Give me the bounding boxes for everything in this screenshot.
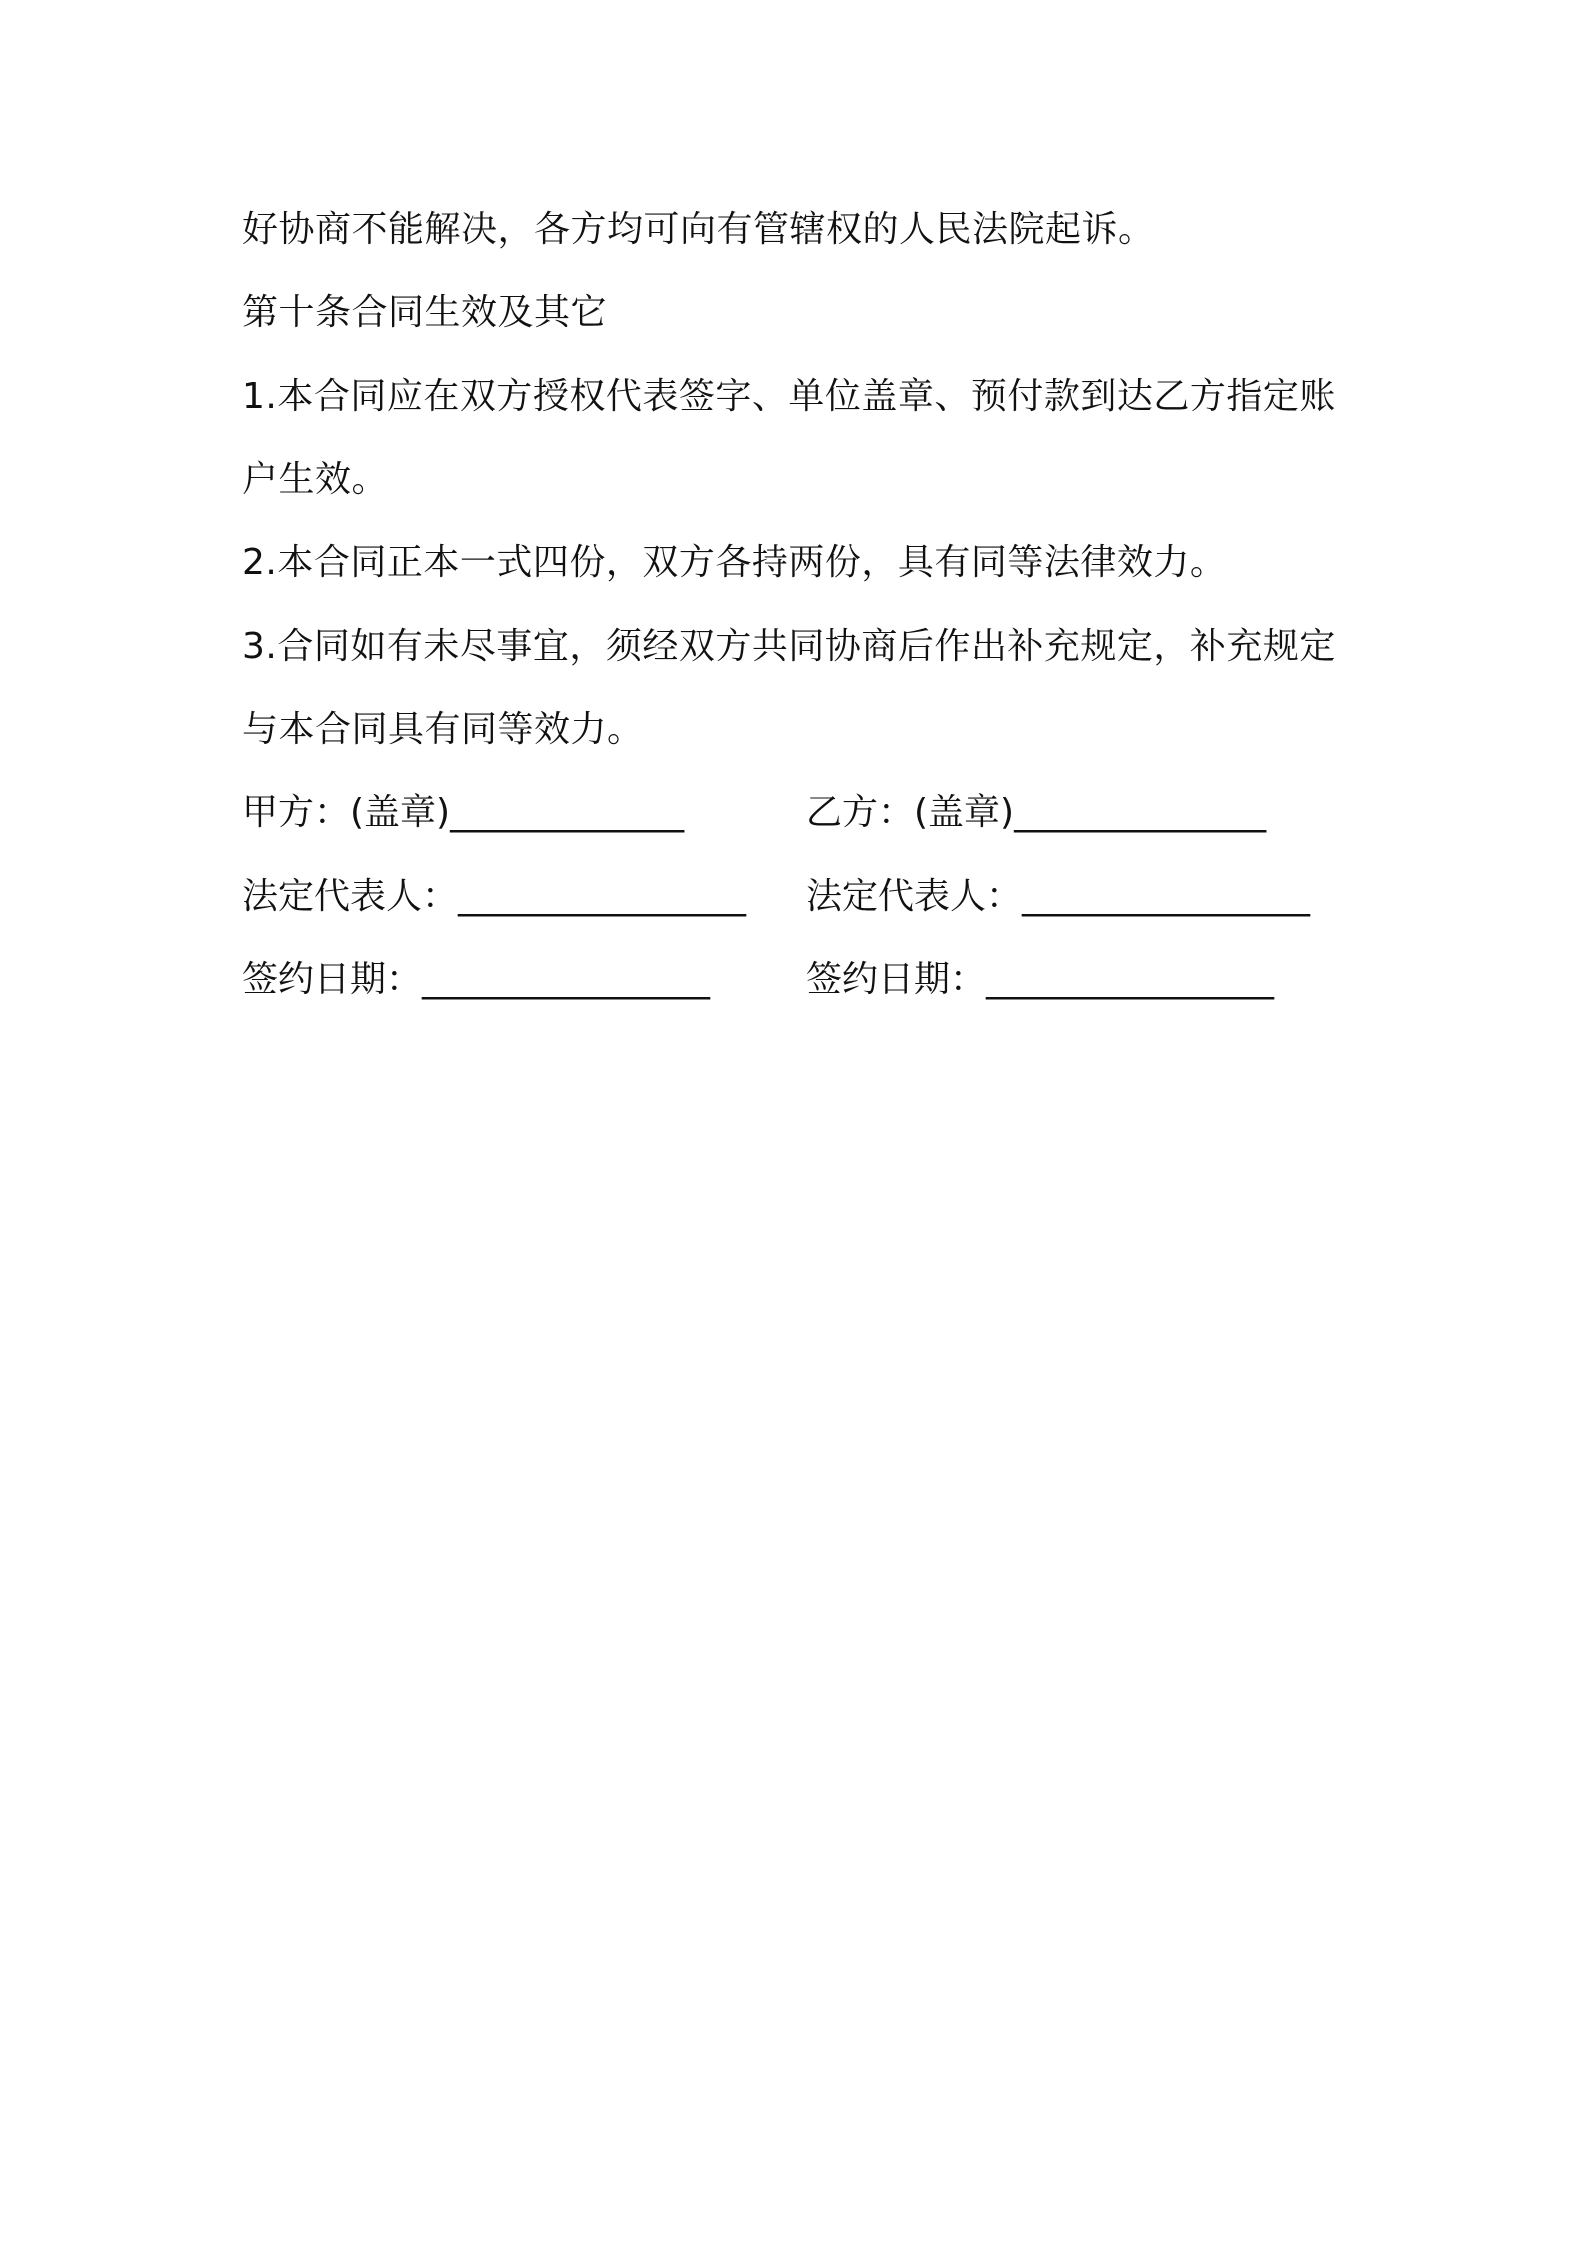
clause-1-line-1: 1.本合同应在双方授权代表签字、单位盖章、预付款到达乙方指定账 bbox=[242, 376, 1336, 417]
paragraph-dispute-resolution: 好协商不能解决，各方均可向有管辖权的人民法院起诉。 bbox=[242, 209, 1155, 250]
party-a-seal-field: 甲方：(盖章)_____________ bbox=[242, 792, 685, 833]
clause-2: 2.本合同正本一式四份，双方各持两份，具有同等法律效力。 bbox=[242, 542, 1227, 583]
section-heading-article-10: 第十条合同生效及其它 bbox=[242, 292, 608, 333]
party-b-representative-field: 法定代表人：________________ bbox=[806, 876, 1311, 917]
party-a-representative-field: 法定代表人：________________ bbox=[242, 876, 747, 917]
party-b-seal-field: 乙方：(盖章)______________ bbox=[806, 792, 1267, 833]
clause-1-line-2: 户生效。 bbox=[242, 459, 389, 500]
clause-3-line-1: 3.合同如有未尽事宜，须经双方共同协商后作出补充规定，补充规定 bbox=[242, 626, 1336, 667]
signature-row-date bbox=[242, 958, 1382, 1002]
clause-3-line-2: 与本合同具有同等效力。 bbox=[242, 709, 644, 750]
party-a-date-field: 签约日期：________________ bbox=[242, 959, 711, 1000]
party-b-date-field: 签约日期：________________ bbox=[806, 959, 1275, 1000]
signature-row-representative bbox=[242, 875, 1382, 919]
signature-row-seal bbox=[242, 791, 1382, 835]
